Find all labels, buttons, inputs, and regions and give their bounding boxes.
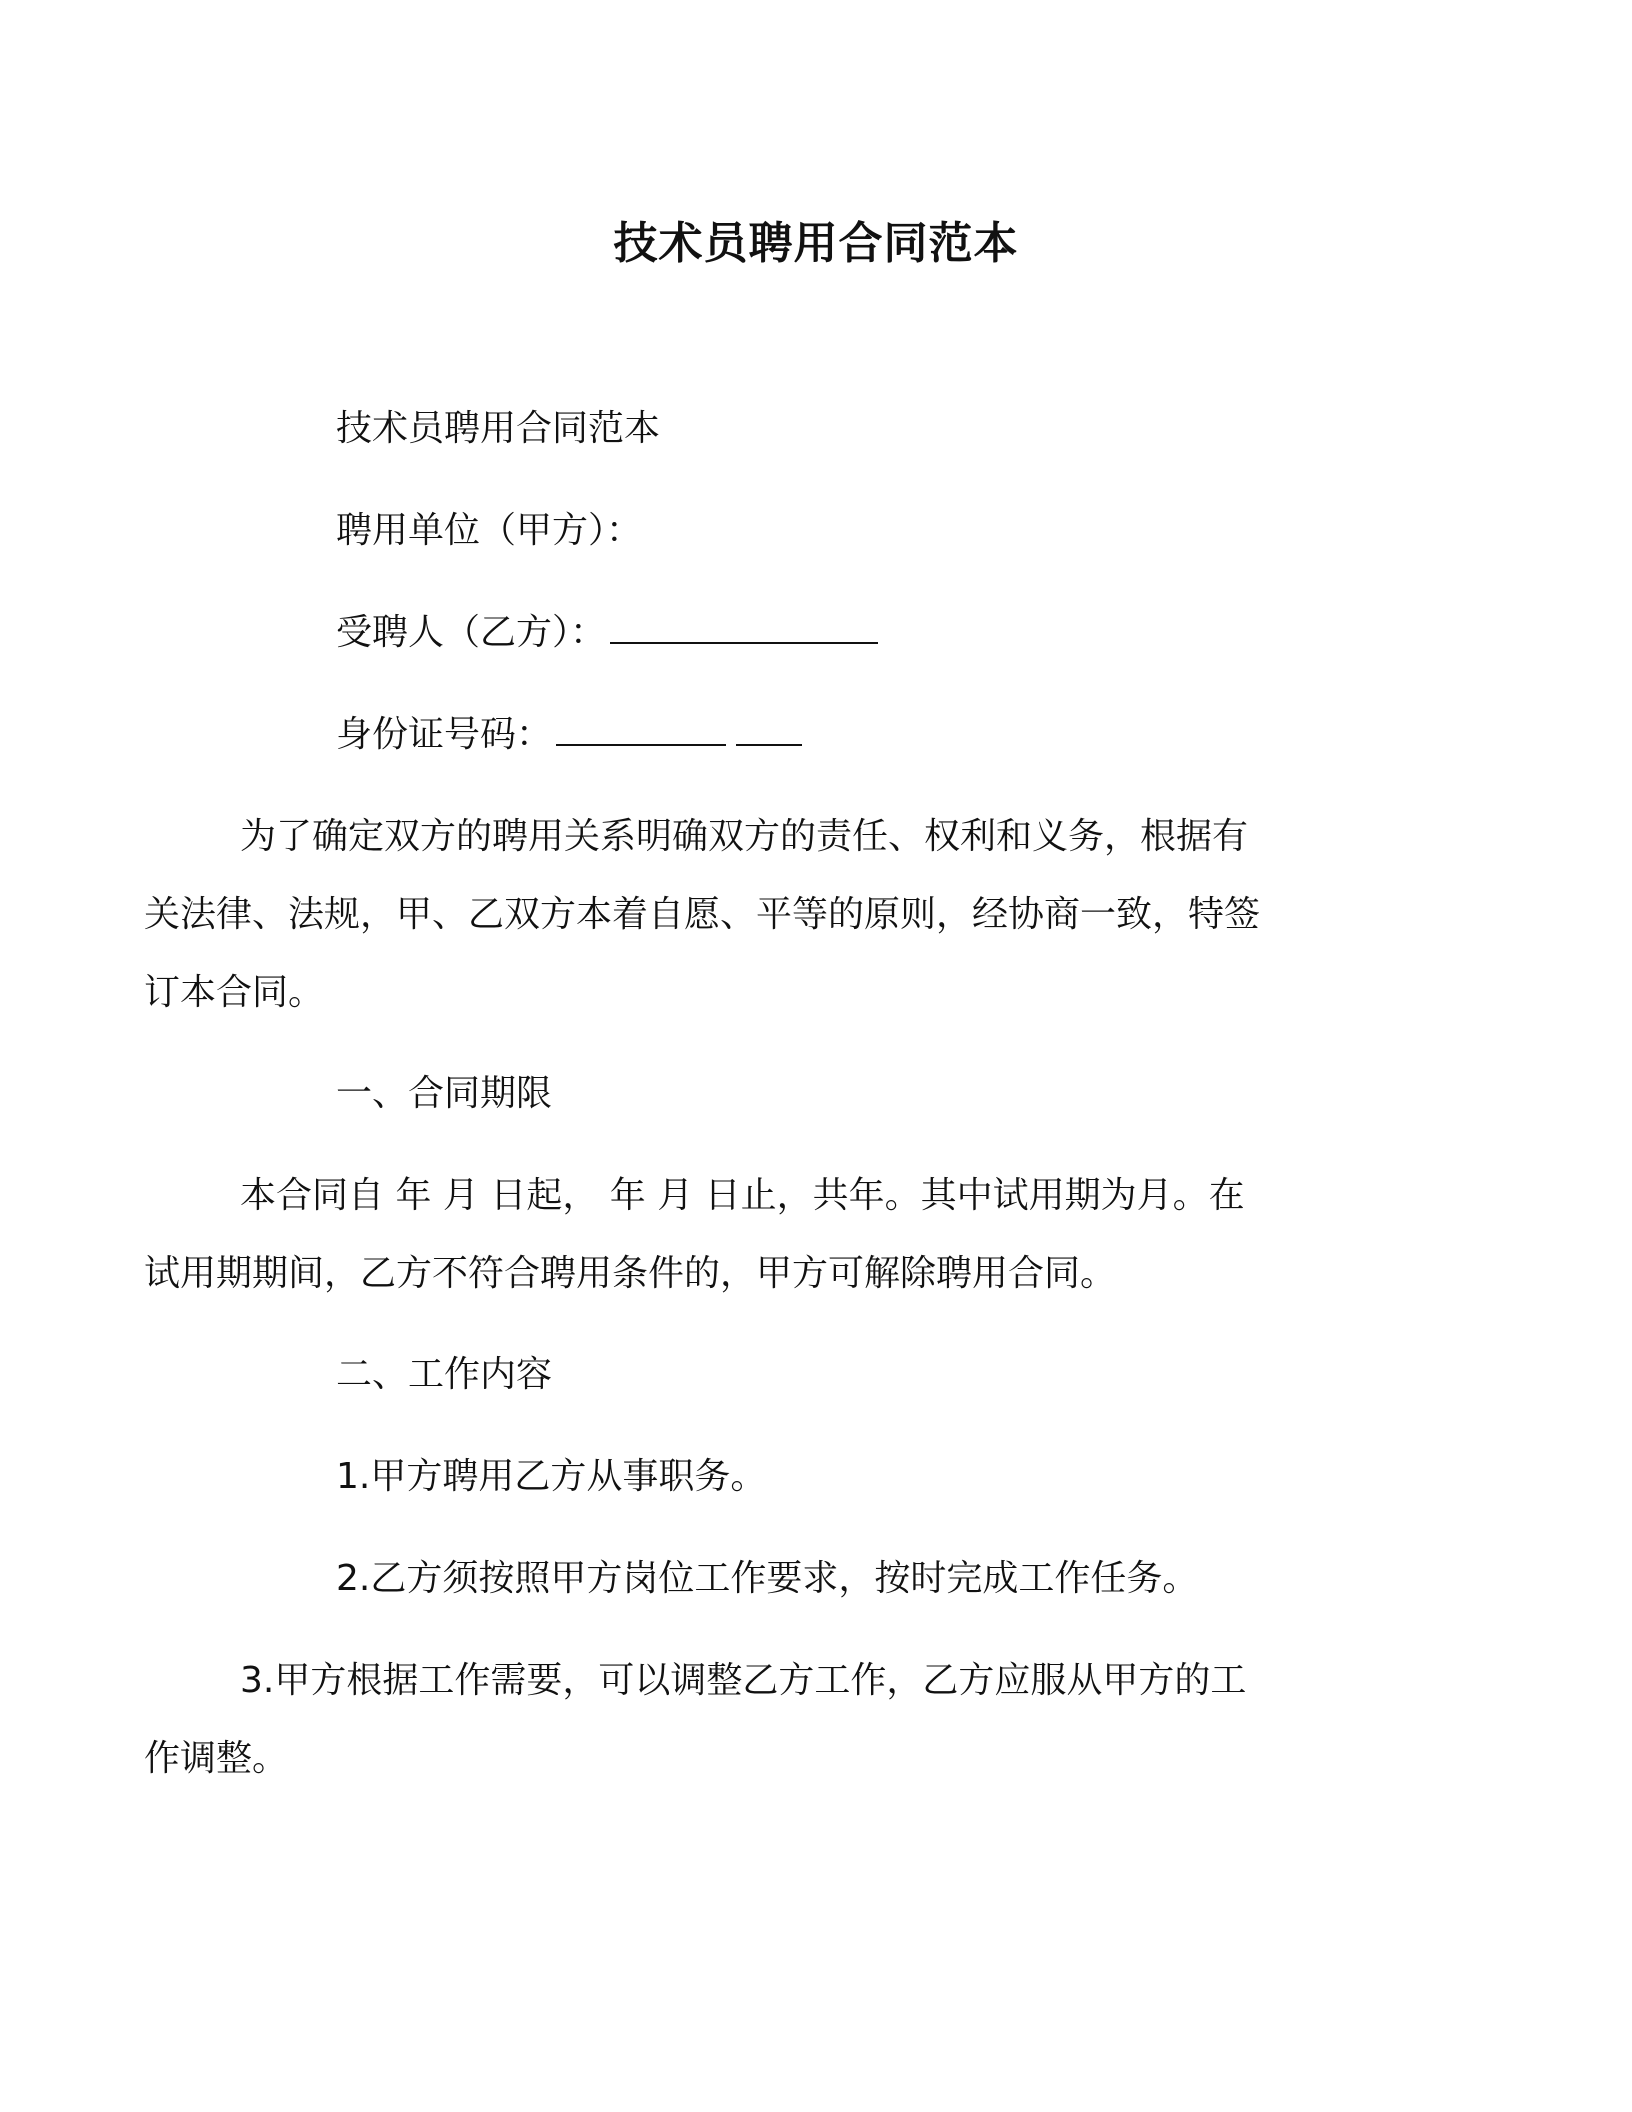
id-number-blank-1 bbox=[556, 744, 726, 746]
list-item-2: 2.乙方须按照甲方岗位工作要求，按时完成工作任务。 bbox=[336, 1558, 1199, 1599]
id-number-blank-2 bbox=[736, 744, 802, 746]
employee-blank bbox=[610, 642, 878, 644]
id-number-line bbox=[240, 696, 1374, 774]
section-1-body: 本合同自 年 月 日起， 年 月 日止，共年。其中试用期为月。在试用期期间，乙方不符合聘用条件的，甲方可解除聘用合同。 bbox=[144, 1175, 1245, 1294]
id-number-label: 身份证号码： bbox=[336, 714, 553, 755]
subtitle-line: 技术员聘用合同范本 bbox=[336, 408, 661, 449]
preamble-paragraph: 为了确定双方的聘用关系明确双方的责任、权利和义务，根据有关法律、法规，甲、乙双方本着自愿、平等的原则，经协商一致，特签订本合同。 bbox=[144, 816, 1261, 1013]
list-item-3: 3.甲方根据工作需要，可以调整乙方工作，乙方应服从甲方的工作调整。 bbox=[144, 1660, 1247, 1779]
employer-label: 聘用单位（甲方）： bbox=[336, 510, 643, 551]
list-item-1: 1.甲方聘用乙方从事职务。 bbox=[336, 1456, 767, 1497]
employee-label: 受聘人（乙方）： bbox=[336, 612, 607, 653]
document-title: 技术员聘用合同范本 bbox=[613, 218, 1019, 269]
section-2-heading: 二、工作内容 bbox=[336, 1354, 553, 1395]
employee-line bbox=[240, 594, 1374, 672]
employer-line bbox=[240, 492, 1374, 570]
section-1-heading: 一、合同期限 bbox=[336, 1073, 553, 1114]
